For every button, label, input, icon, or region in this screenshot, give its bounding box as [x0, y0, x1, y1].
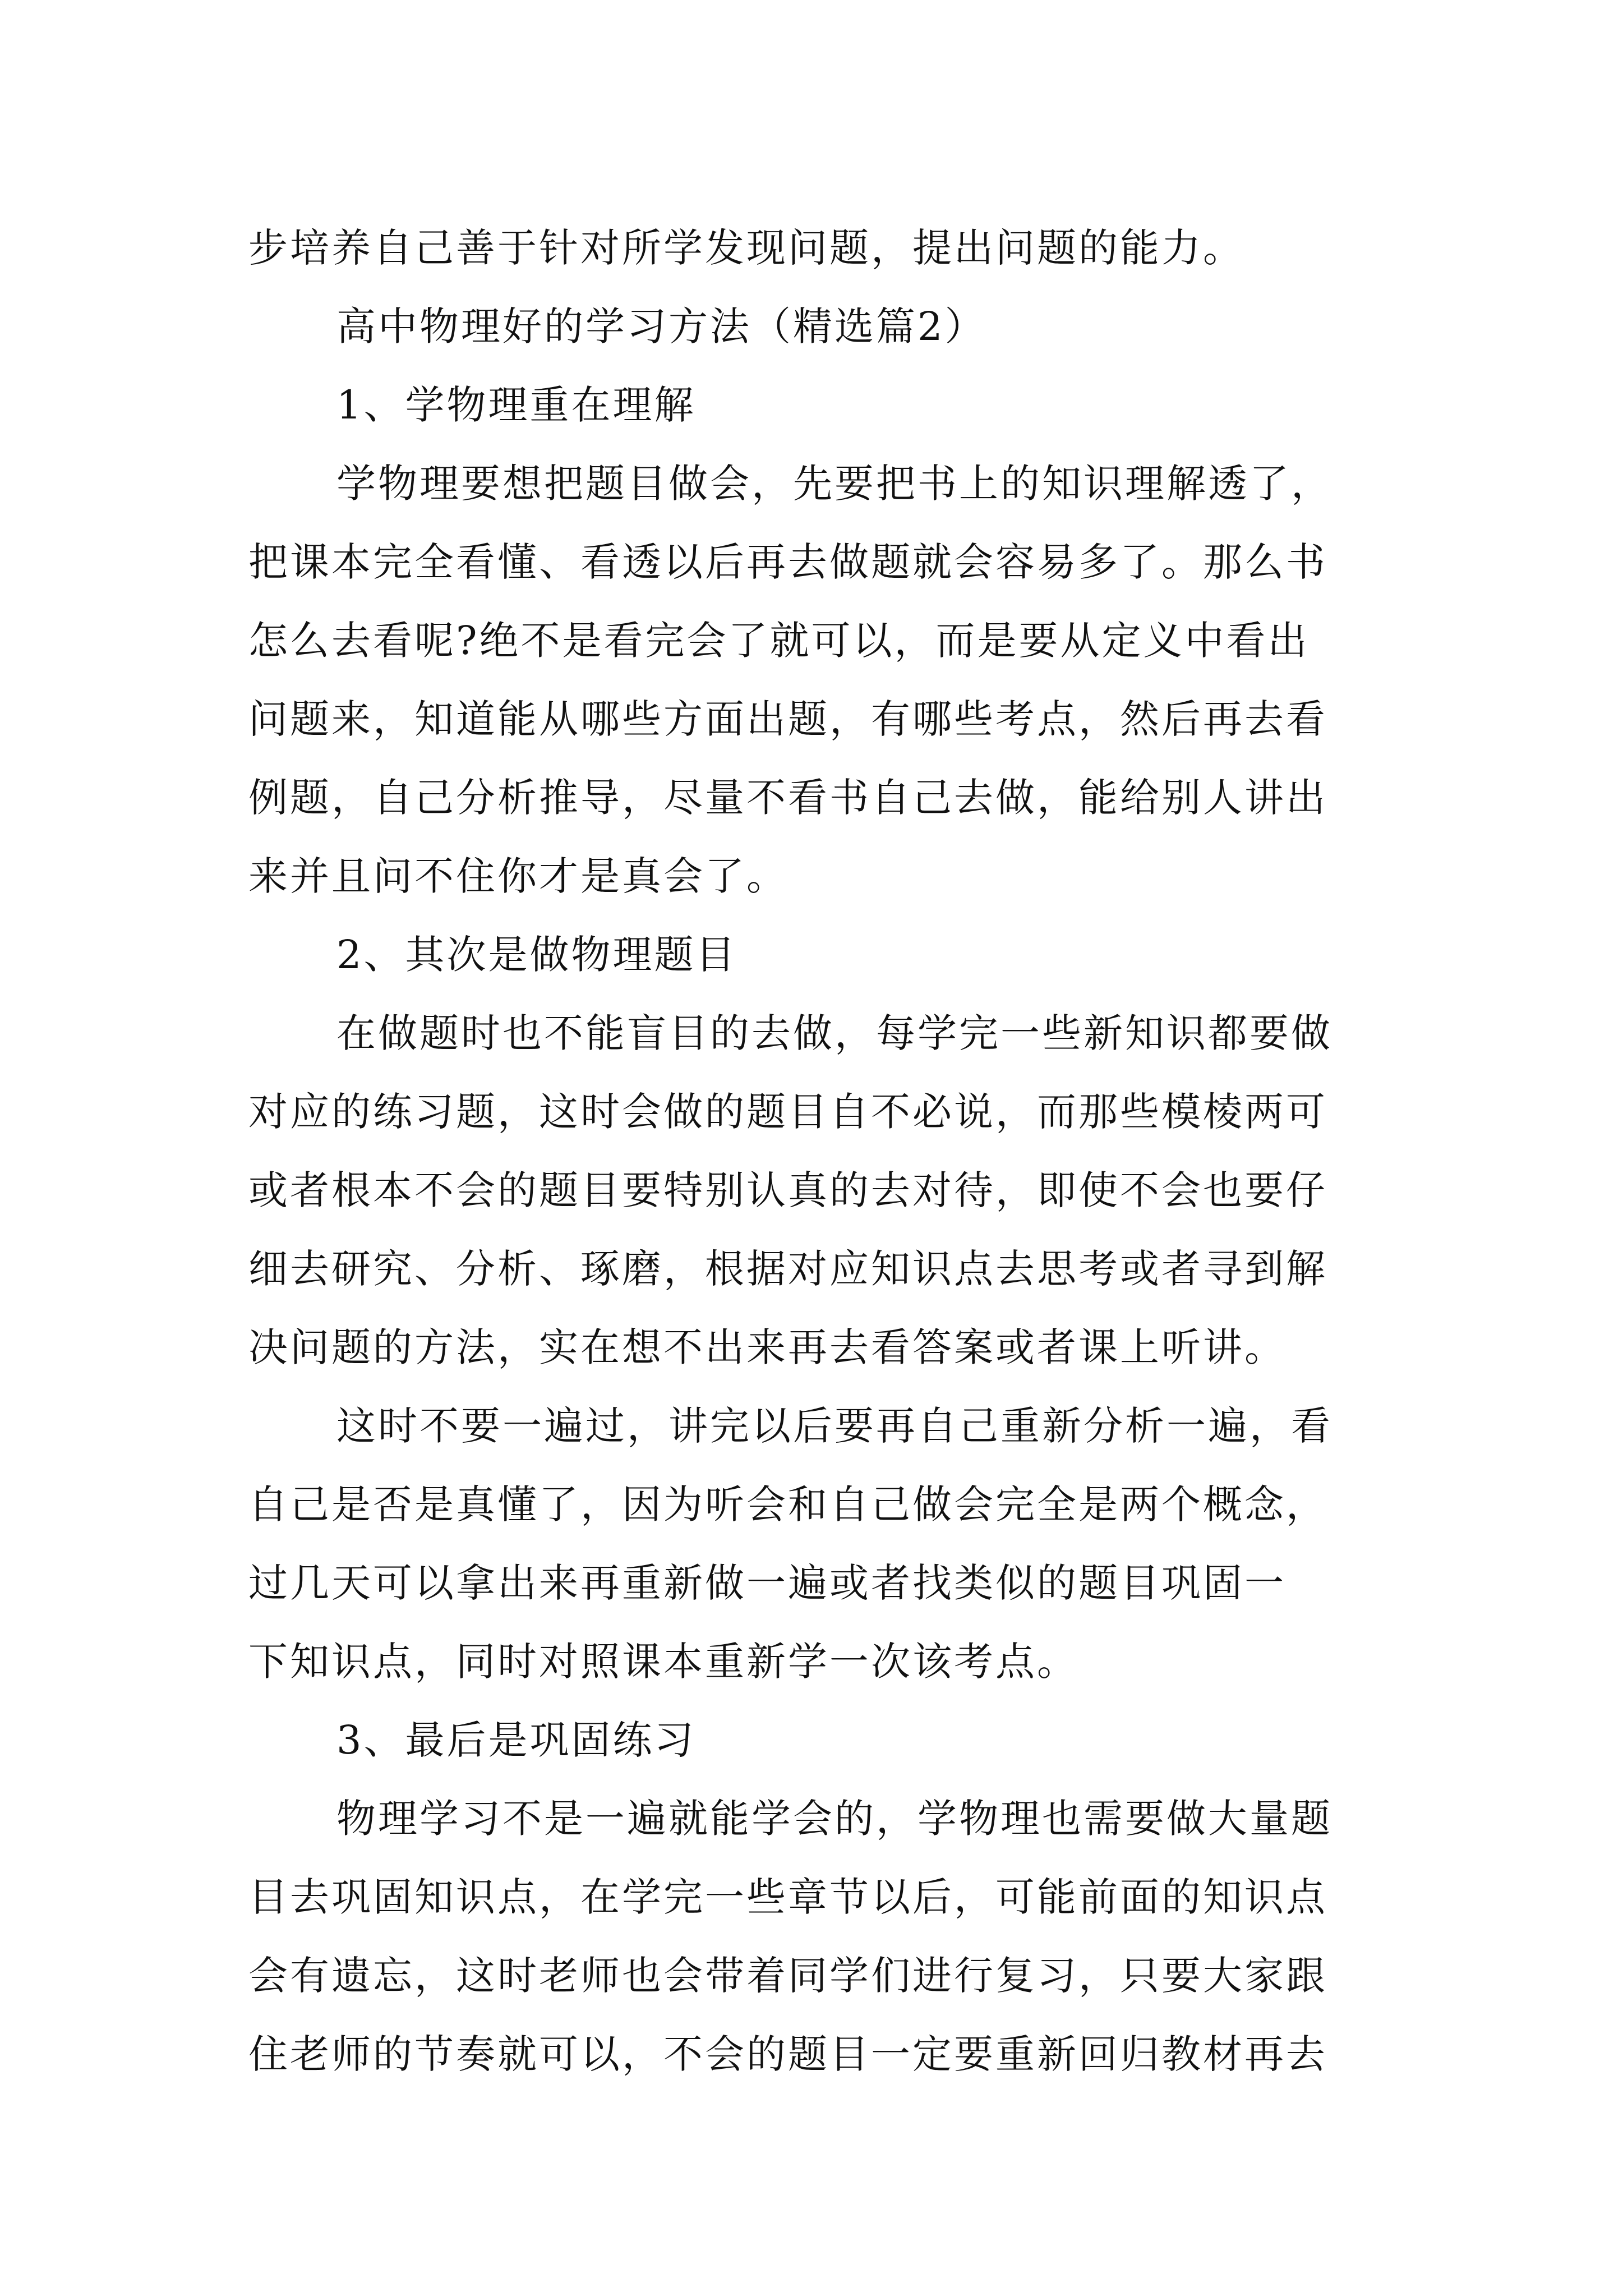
paragraph-line: 学物理要想把题目做会，先要把书上的知识理解透了，	[336, 461, 1332, 507]
paragraph-line: 把课本完全看懂、看透以后再去做题就会容易多了。那么书	[248, 539, 1327, 585]
subsection-heading: 1、学物理重在理解	[336, 382, 696, 428]
paragraph-line: 自己是否是真懂了，因为听会和自己做会完全是两个概念，	[248, 1481, 1327, 1527]
paragraph-line: 在做题时也不能盲目的去做，每学完一些新知识都要做	[336, 1010, 1332, 1056]
paragraph-line: 过几天可以拿出来再重新做一遍或者找类似的题目巩固一	[248, 1560, 1286, 1606]
paragraph-line: 怎么去看呢?绝不是看完会了就可以，而是要从定义中看出	[248, 618, 1310, 664]
section-heading: 高中物理好的学习方法（精选篇2）	[336, 303, 986, 349]
paragraph-line: 物理学习不是一遍就能学会的，学物理也需要做大量题	[336, 1796, 1332, 1842]
paragraph-line: 对应的练习题，这时会做的题目自不必说，而那些模棱两可	[248, 1089, 1327, 1135]
paragraph-line: 住老师的节奏就可以，不会的题目一定要重新回归教材再去	[248, 2031, 1327, 2077]
paragraph-line: 下知识点，同时对照课本重新学一次该考点。	[248, 1639, 1078, 1685]
subsection-heading: 3、最后是巩固练习	[336, 1717, 696, 1763]
paragraph-line: 决问题的方法，实在想不出来再去看答案或者课上听讲。	[248, 1324, 1286, 1370]
paragraph-line: 步培养自己善于针对所学发现问题，提出问题的能力。	[248, 225, 1244, 271]
paragraph-line: 目去巩固知识点，在学完一些章节以后，可能前面的知识点	[248, 1874, 1327, 1920]
paragraph-line: 来并且问不住你才是真会了。	[248, 853, 788, 899]
paragraph-line: 例题，自己分析推导，尽量不看书自己去做，能给别人讲出	[248, 775, 1327, 821]
paragraph-line: 这时不要一遍过，讲完以后要再自己重新分析一遍，看	[336, 1403, 1332, 1449]
paragraph-line: 会有遗忘，这时老师也会带着同学们进行复习，只要大家跟	[248, 1953, 1327, 1999]
paragraph-line: 问题来，知道能从哪些方面出题，有哪些考点，然后再去看	[248, 696, 1327, 742]
paragraph-line: 细去研究、分析、琢磨，根据对应知识点去思考或者寻到解	[248, 1246, 1327, 1292]
paragraph-line: 或者根本不会的题目要特别认真的去对待，即使不会也要仔	[248, 1167, 1327, 1213]
subsection-heading: 2、其次是做物理题目	[336, 932, 737, 978]
